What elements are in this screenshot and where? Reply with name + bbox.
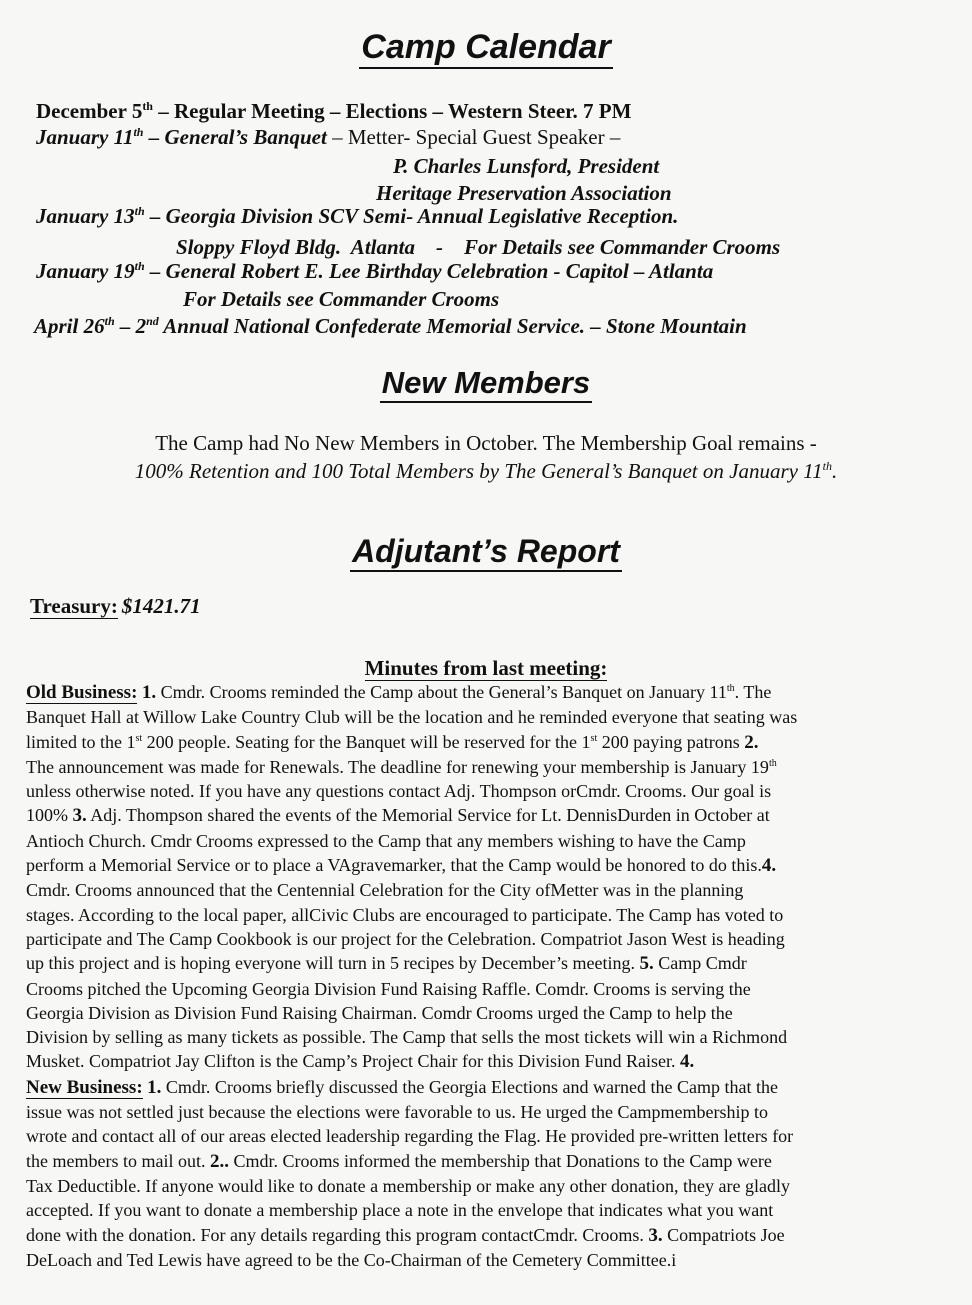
calendar-entry-december: December 5th – Regular Meeting – Elections – Western Steer. 7 PM — [36, 99, 632, 123]
treasury-line — [30, 594, 201, 619]
calendar-speaker-org: Heritage Preservation Association — [376, 181, 672, 205]
calendar-location-january-13: Sloppy Floyd Bldg. Atlanta - For Details see Commander Crooms — [176, 235, 781, 259]
treasury-value: $1421.71 — [121, 594, 201, 618]
paragraph-line: perform a Memorial Service or to place a VAgravemarker, that the Camp would be honored to do this.4. — [26, 855, 777, 877]
new-business-line: New Business: 1. Cmdr. Crooms briefly discussed the Georgia Elections and warned the Camp that the — [26, 1076, 778, 1098]
calendar-entry-january-11: January 11th – General’s Banquet – Metter- Special Guest Speaker – — [36, 125, 621, 149]
paragraph-line: wrote and contact all of our areas elected leadership regarding the Flag. He provided pre-written letters for — [26, 1126, 794, 1147]
old-business-line: Old Business: 1. Cmdr. Crooms reminded the Camp about the General’s Banquet on January 11th. The — [26, 682, 772, 703]
calendar-entry-april-26: April 26th – 2nd Annual National Confederate Memorial Service. – Stone Mountain — [34, 314, 747, 338]
paragraph-line: accepted. If you want to donate a membership place a note in the envelope that indicates what you want — [26, 1200, 774, 1221]
calendar-details-january-19: For Details see Commander Crooms — [183, 287, 500, 311]
minutes-body — [26, 680, 936, 1272]
paragraph-line: The announcement was made for Renewals. The deadline for renewing your membership is January 19th — [26, 756, 777, 777]
paragraph-line: Banquet Hall at Willow Lake Country Club will be the location and he reminded everyone that seating was — [26, 707, 798, 728]
paragraph-line: done with the donation. For any details regarding this program contactCmdr. Crooms. 3. Compatriots Joe — [26, 1224, 785, 1246]
paragraph-line: the members to mail out. 2.. Cmdr. Crooms informed the membership that Donations to the Camp were — [26, 1150, 772, 1172]
paragraph-line: participate and The Camp Cookbook is our project for the Celebration. Compatriot Jason West is heading — [26, 928, 785, 949]
paragraph-line: Georgia Division as Division Fund Raising Chairman. Comdr Crooms urged the Camp to help the — [26, 1002, 733, 1023]
paragraph-line: Cmdr. Crooms announced that the Centennial Celebration for the City ofMetter was in the planning — [26, 880, 744, 901]
paragraph-line: Division by selling as many tickets as possible. The Camp that sells the most tickets will win a Richmond — [26, 1027, 788, 1048]
paragraph-line: Musket. Compatriot Jay Clifton is the Camp’s Project Chair for this Division Fund Raiser. 4. — [26, 1051, 695, 1073]
paragraph-line: DeLoach and Ted Lewis have agreed to be the Co-Chairman of the Cemetery Committee.i — [26, 1249, 677, 1270]
calendar-speaker-name: P. Charles Lunsford, President — [393, 154, 660, 178]
old-business-label: Old Business: — [26, 682, 138, 703]
minutes-title: Minutes from last meeting: — [364, 656, 608, 680]
new-business-label: New Business: — [26, 1076, 143, 1098]
calendar-entry-january-19: January 19th – General Robert E. Lee Birthday Celebration - Capitol – Atlanta — [36, 259, 714, 283]
new-members-text: The Camp had No New Members in October. The Membership Goal remains - — [155, 431, 817, 455]
paragraph-line: issue was not settled just because the elections were favorable to us. He urged the Campmembership to — [26, 1102, 768, 1123]
paragraph-line: unless otherwise noted. If you have any questions contact Adj. Thompson orCmdr. Crooms. Our goal is — [26, 781, 772, 802]
calendar-entry-january-13: January 13th – Georgia Division SCV Semi- Annual Legislative Reception. — [36, 204, 679, 228]
paragraph-line: up this project and is hoping everyone will turn in 5 recipes by December’s meeting. 5. Camp Cmdr — [26, 953, 747, 975]
new-members-heading: New Members — [0, 365, 972, 401]
paragraph-line: stages. According to the local paper, allCivic Clubs are encouraged to participate. The Camp has voted to — [26, 904, 784, 925]
adjutants-report-heading: Adjutant’s Report — [0, 533, 972, 570]
paragraph-line: Tax Deductible. If anyone would like to donate a membership or make any other donation, they are gladly — [26, 1175, 790, 1196]
treasury-label: Treasury: — [30, 594, 118, 618]
camp-calendar-heading: Camp Calendar — [0, 28, 972, 67]
paragraph-line: Crooms pitched the Upcoming Georgia Division Fund Raising Raffle. Comdr. Crooms is serving the — [26, 978, 751, 999]
membership-goal-text: 100% Retention and 100 Total Members by The General’s Banquet on January 11th. — [134, 459, 838, 483]
paragraph-line: 100% 3. Adj. Thompson shared the events of the Memorial Service for Lt. DennisDurden in October at — [26, 805, 770, 827]
paragraph-line: limited to the 1st 200 people. Seating for the Banquet will be reserved for the 1st 200 paying patrons 2. — [26, 731, 759, 753]
paragraph-line: Antioch Church. Cmdr Crooms expressed to the Camp that any members wishing to have the Camp — [26, 830, 746, 851]
